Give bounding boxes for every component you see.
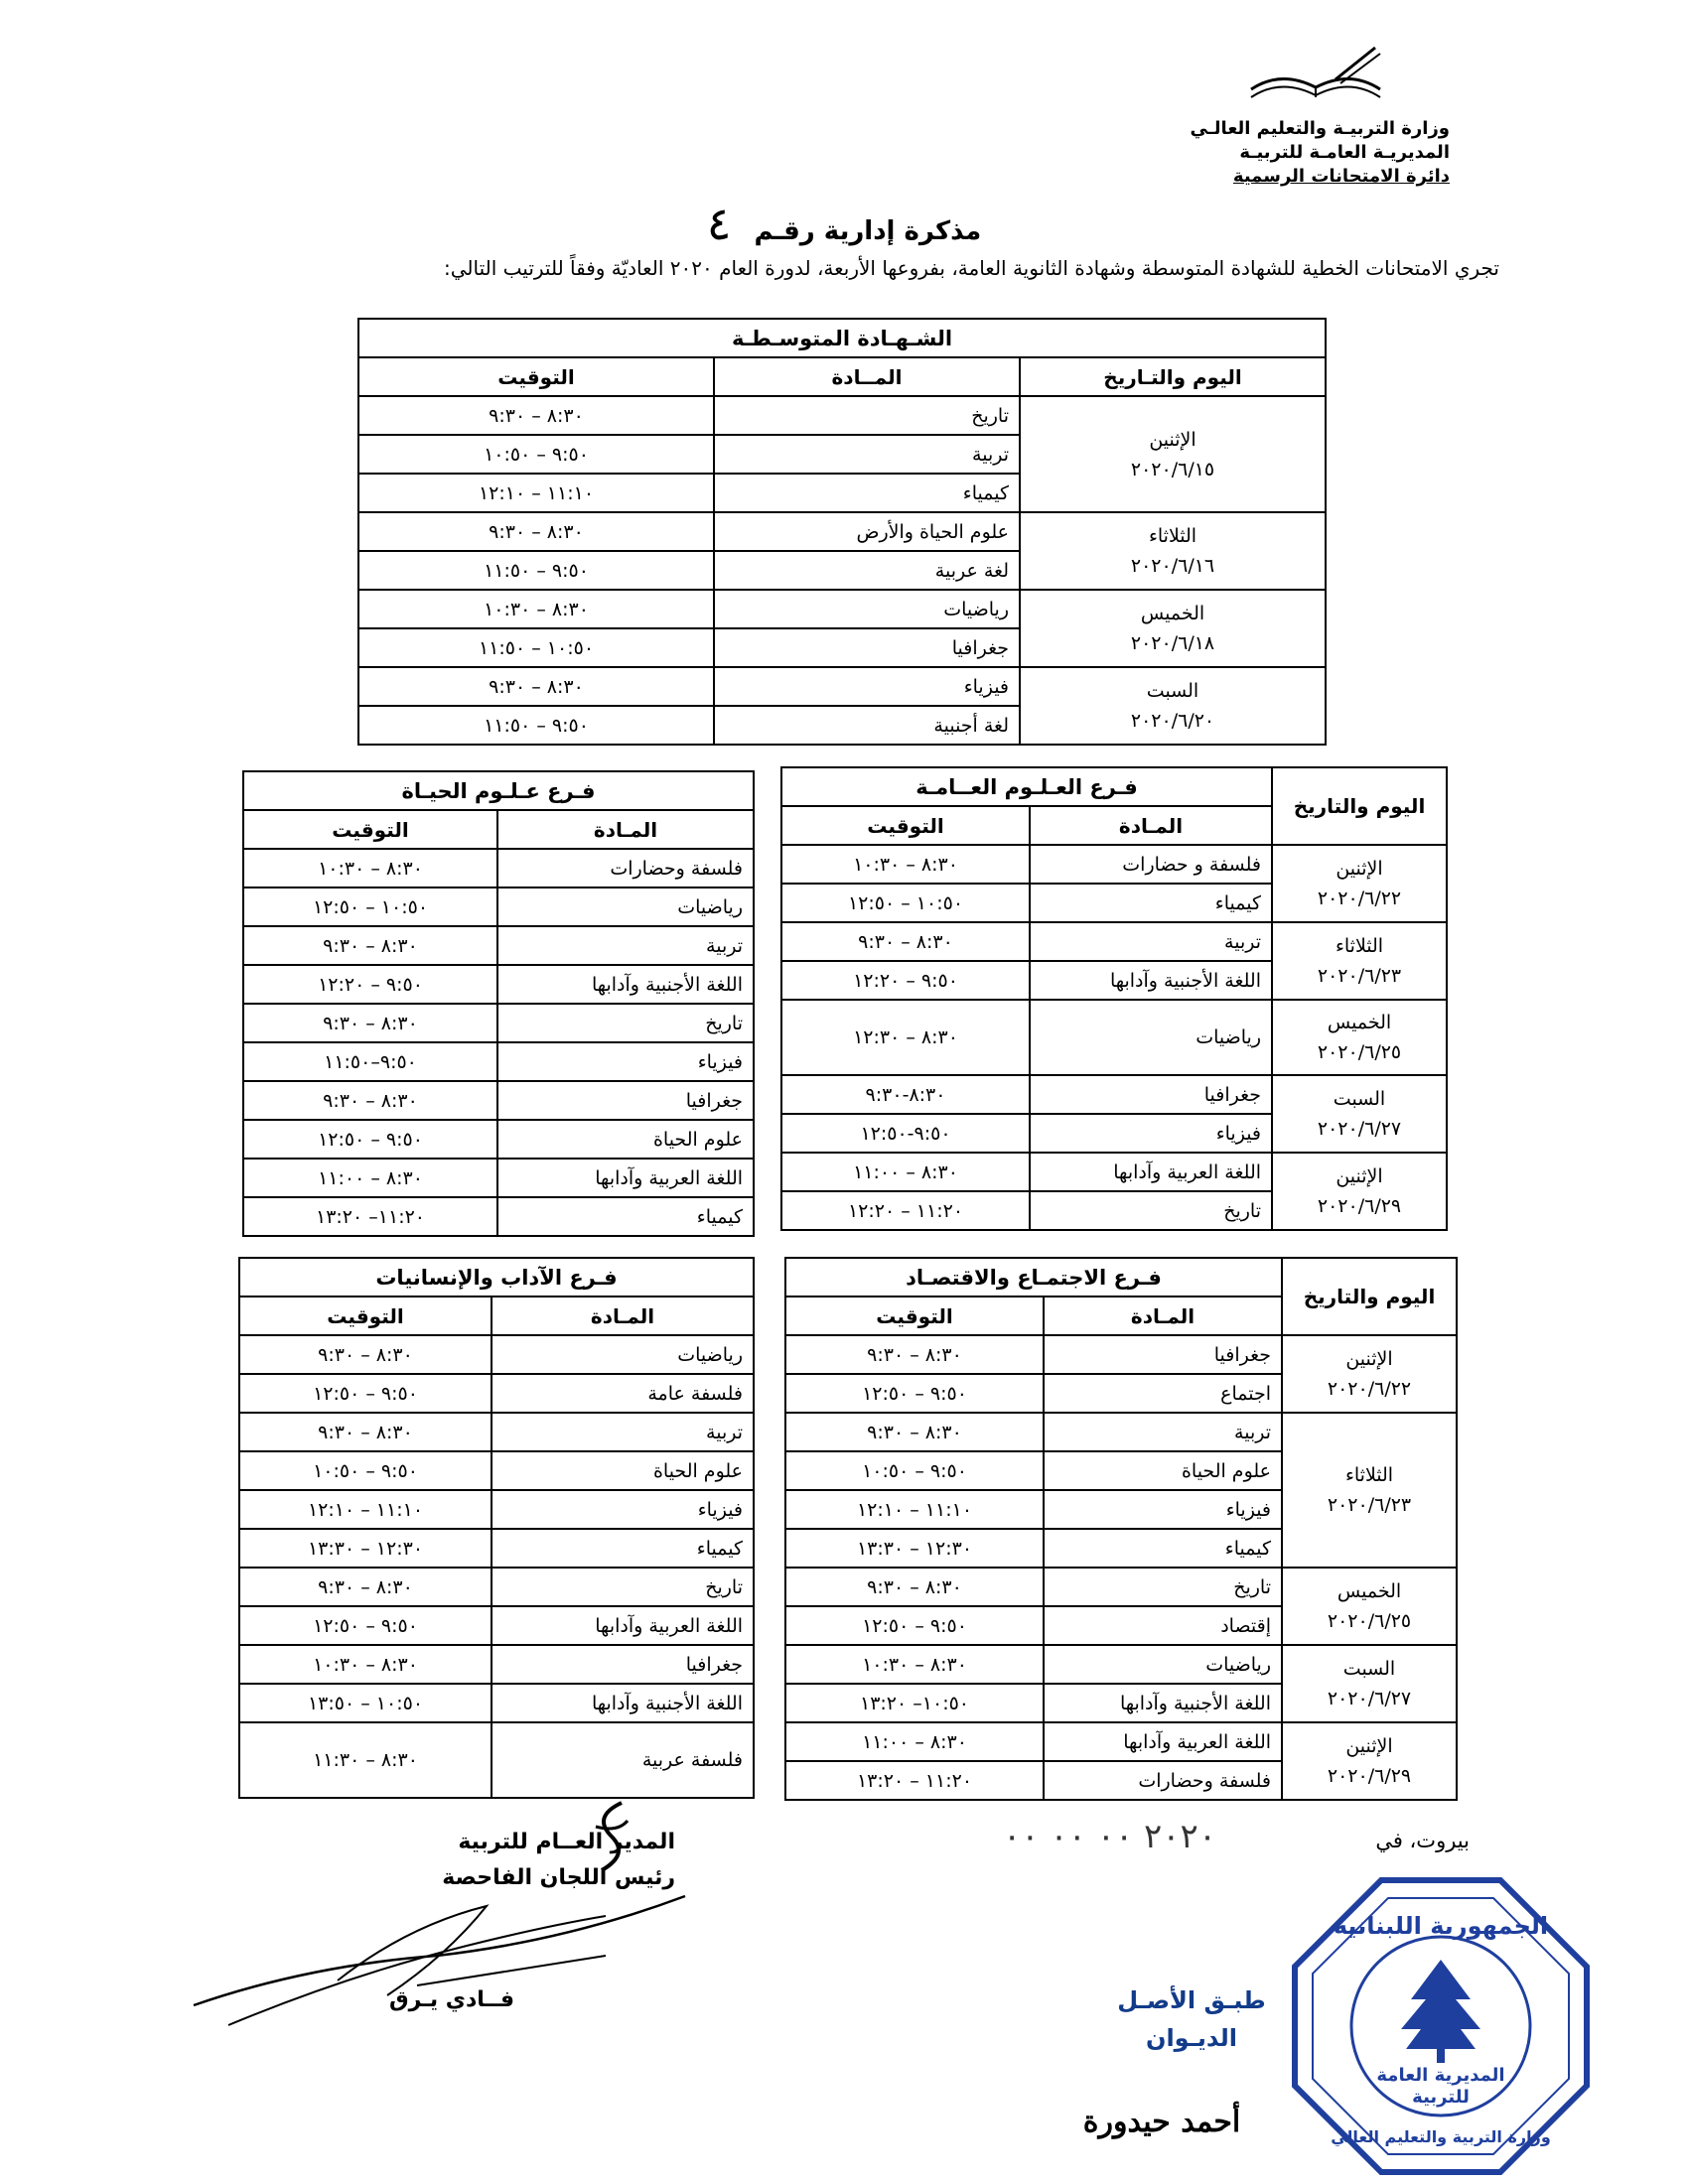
table-row bbox=[239, 1529, 754, 1568]
time-cell: ٨:٣٠ – ٩:٣٠ bbox=[785, 1568, 1044, 1606]
date-cell: الثلاثاء ٢٠٢٠/٦/١٦ bbox=[1020, 512, 1326, 590]
table-row bbox=[358, 512, 1326, 551]
brevet-table bbox=[357, 318, 1327, 746]
subject-cell: رياضيات bbox=[1044, 1645, 1282, 1684]
signer-line: المدير العــام للتربية bbox=[458, 1830, 675, 1854]
subject-cell: تربية bbox=[497, 926, 754, 965]
subject-cell: تاريخ bbox=[1044, 1568, 1282, 1606]
subject-cell: تاريخ bbox=[1030, 1191, 1272, 1230]
time-cell: ٩:٥٠ – ١٢:٥٠ bbox=[785, 1606, 1044, 1645]
handwritten-name bbox=[1062, 2105, 1261, 2174]
time-cell: ٩:٥٠ – ١٢:٥٠ bbox=[785, 1374, 1044, 1413]
intro-paragraph: تجري الامتحانات الخطية للشهادة المتوسطة وشهادة الثانوية العامة، بفروعها الأربعة، لدورة العام ٢٠٢٠ العاديّة وفقاً للترتيب التالي: bbox=[444, 256, 1499, 280]
time-cell: ١١:١٠ – ١٢:١٠ bbox=[358, 474, 714, 512]
brevet-title: الشـهـادة المتوسـطـة bbox=[358, 319, 1326, 357]
table-row bbox=[243, 887, 754, 926]
time-cell: ٨:٣٠ – ٩:٣٠ bbox=[239, 1413, 492, 1451]
subject-cell: فيزياء bbox=[497, 1042, 754, 1081]
time-cell: ١١:١٠ – ١٢:١٠ bbox=[785, 1490, 1044, 1529]
time-cell: ٨:٣٠ – ٩:٣٠ bbox=[781, 922, 1030, 961]
subject-cell: جغرافيا bbox=[1044, 1335, 1282, 1374]
official-seal-icon bbox=[1287, 1872, 1595, 2180]
date-cell: السبت ٢٠٢٠/٦/٢٠ bbox=[1020, 667, 1326, 745]
branch-title: فـرع الآداب والإنسانيات bbox=[239, 1258, 754, 1297]
column-header-date: اليوم والتاريخ bbox=[1282, 1258, 1457, 1335]
time-cell: ٨:٣٠ – ١١:٣٠ bbox=[239, 1722, 492, 1798]
subject-cell: رياضيات bbox=[714, 590, 1020, 628]
time-cell: ٨:٣٠ – ٩:٣٠ bbox=[239, 1335, 492, 1374]
time-cell: ٩:٥٠ – ١٠:٥٠ bbox=[239, 1451, 492, 1490]
date-cell: الإثنين ٢٠٢٠/٦/١٥ bbox=[1020, 396, 1326, 512]
date-stamp: ٢٠٢٠ ٠٠ ٠٠ ٠٠ bbox=[1003, 1817, 1217, 1856]
date-cell: الإثنين ٢٠٢٠/٦/٢٢ bbox=[1272, 845, 1447, 922]
table-row bbox=[781, 1153, 1447, 1191]
subject-cell: اجتماع bbox=[1044, 1374, 1282, 1413]
table-row bbox=[781, 922, 1447, 961]
time-cell: ٩:٥٠ – ١٢:٥٠ bbox=[239, 1606, 492, 1645]
column-header-time: التوقيت bbox=[243, 810, 497, 849]
subject-cell: تربية bbox=[1030, 922, 1272, 961]
book-logo-icon bbox=[1241, 40, 1390, 109]
table-row bbox=[358, 590, 1326, 628]
date-cell: الخميس ٢٠٢٠/٦/٢٥ bbox=[1272, 1000, 1447, 1075]
date-cell: السبت ٢٠٢٠/٦/٢٧ bbox=[1282, 1645, 1457, 1722]
table-row bbox=[239, 1490, 754, 1529]
column-header-date: اليوم والتـاريخ bbox=[1020, 357, 1326, 396]
table-row bbox=[243, 1159, 754, 1197]
subject-cell: كيمياء bbox=[1030, 884, 1272, 922]
subject-cell: رياضيات bbox=[1030, 1000, 1272, 1075]
time-cell: ٨:٣٠ – ٩:٣٠ bbox=[243, 926, 497, 965]
time-cell: ١١:٢٠ – ١٢:٢٠ bbox=[781, 1191, 1030, 1230]
subject-cell: اللغة العربية وآدابها bbox=[497, 1159, 754, 1197]
date-cell: الثلاثاء ٢٠٢٠/٦/٢٣ bbox=[1282, 1413, 1457, 1568]
life-sciences-table bbox=[242, 770, 755, 1237]
subject-cell: جغرافيا bbox=[714, 628, 1020, 667]
seal-text: المديرية العامة bbox=[1376, 2065, 1505, 2086]
subject-cell: فلسفة وحضارات bbox=[497, 849, 754, 887]
table-row bbox=[785, 1335, 1457, 1374]
column-header-time: التوقيت bbox=[785, 1297, 1044, 1335]
time-cell: ١٢:٣٠ – ١٣:٣٠ bbox=[239, 1529, 492, 1568]
time-cell: ٨:٣٠ – ١٠:٣٠ bbox=[243, 849, 497, 887]
date-cell: الإثنين ٢٠٢٠/٦/٢٩ bbox=[1272, 1153, 1447, 1230]
subject-cell: جغرافيا bbox=[497, 1081, 754, 1120]
time-cell: ٩:٥٠ – ١٢:٢٠ bbox=[243, 965, 497, 1004]
time-cell: ٩:٥٠ – ١٢:٢٠ bbox=[781, 961, 1030, 1000]
subject-cell: فلسفة عامة bbox=[492, 1374, 754, 1413]
subject-cell: فيزياء bbox=[492, 1490, 754, 1529]
time-cell: ٩:٥٠ – ١١:٥٠ bbox=[358, 706, 714, 745]
time-cell: ٨:٣٠ – ٩:٣٠ bbox=[785, 1413, 1044, 1451]
ministry-line: دائرة الامتحانات الرسمية bbox=[1232, 166, 1450, 187]
table-row bbox=[243, 1042, 754, 1081]
time-cell: ٨:٣٠ – ٩:٣٠ bbox=[358, 512, 714, 551]
time-cell: ١١:٢٠ – ١٣:٢٠ bbox=[785, 1761, 1044, 1800]
branch-title: فـرع العـلـوم العــامـة bbox=[781, 767, 1272, 806]
column-header-time: التوقيت bbox=[358, 357, 714, 396]
subject-cell: تاريخ bbox=[714, 396, 1020, 435]
subject-cell: اللغة الأجنبية وآدابها bbox=[1044, 1684, 1282, 1722]
branch-title: فـرع الاجتمـاع والاقتصـاد bbox=[785, 1258, 1282, 1297]
table-row bbox=[781, 845, 1447, 884]
signature-icon bbox=[189, 1886, 695, 2035]
ministry-line: المديريـة العامـة للتربيـة bbox=[1239, 142, 1450, 163]
table-row bbox=[243, 926, 754, 965]
subject-cell: كيمياء bbox=[714, 474, 1020, 512]
subject-cell: اللغة العربية وآدابها bbox=[492, 1606, 754, 1645]
time-cell: ٩:٥٠ – ١١:٥٠ bbox=[358, 551, 714, 590]
seal-text: الجمهورية اللبنانية bbox=[1333, 1912, 1549, 1940]
certified-copy-stamp bbox=[1112, 1981, 1271, 2057]
table-row bbox=[239, 1722, 754, 1798]
column-header-time: التوقيت bbox=[239, 1297, 492, 1335]
subject-cell: فيزياء bbox=[1044, 1490, 1282, 1529]
table-row bbox=[785, 1413, 1457, 1451]
time-cell: ٨:٣٠ – ١٠:٣٠ bbox=[785, 1645, 1044, 1684]
time-cell: ٩:٥٠-١٢:٥٠ bbox=[781, 1114, 1030, 1153]
time-cell: ١٠:٥٠ – ١٢:٥٠ bbox=[781, 884, 1030, 922]
memo-number: ٤ bbox=[706, 197, 732, 250]
table-row bbox=[243, 849, 754, 887]
memo-title-text: مذكرة إدارية رقـم bbox=[754, 216, 982, 246]
branch-title: فـرع عـلـوم الحيـاة bbox=[243, 771, 754, 810]
subject-cell: فلسفة وحضارات bbox=[1044, 1761, 1282, 1800]
subject-cell: اللغة الأجنبية وآدابها bbox=[497, 965, 754, 1004]
subject-cell: كيمياء bbox=[1044, 1529, 1282, 1568]
table-row bbox=[243, 1197, 754, 1236]
time-cell: ٨:٣٠ – ٩:٣٠ bbox=[239, 1568, 492, 1606]
subject-cell: اللغة الأجنبية وآدابها bbox=[1030, 961, 1272, 1000]
table-row bbox=[239, 1413, 754, 1451]
time-cell: ٨:٣٠ – ١٠:٣٠ bbox=[239, 1645, 492, 1684]
table-row bbox=[239, 1374, 754, 1413]
memo-title bbox=[0, 197, 1688, 250]
ministry-line: وزارة التربيـة والتعليم العالـي bbox=[1190, 118, 1450, 139]
subject-cell: فلسفة و حضارات bbox=[1030, 845, 1272, 884]
time-cell: ٨:٣٠ – ٩:٣٠ bbox=[358, 396, 714, 435]
time-cell: ١٢:٣٠ – ١٣:٣٠ bbox=[785, 1529, 1044, 1568]
signer-line: رئيس اللجان الفاحصة bbox=[442, 1865, 675, 1890]
subject-cell: علوم الحياة bbox=[492, 1451, 754, 1490]
date-cell: السبت ٢٠٢٠/٦/٢٧ bbox=[1272, 1075, 1447, 1153]
table-row bbox=[781, 1000, 1447, 1075]
subject-cell: جغرافيا bbox=[1030, 1075, 1272, 1114]
time-cell: ١١:٢٠– ١٣:٢٠ bbox=[243, 1197, 497, 1236]
subject-cell: لغة عربية bbox=[714, 551, 1020, 590]
time-cell: ٨:٣٠ – ١١:٠٠ bbox=[785, 1722, 1044, 1761]
time-cell: ١٠:٥٠ – ١٣:٥٠ bbox=[239, 1684, 492, 1722]
subject-cell: اللغة العربية وآدابها bbox=[1030, 1153, 1272, 1191]
time-cell: ٨:٣٠ – ٩:٣٠ bbox=[243, 1004, 497, 1042]
time-cell: ١٠:٥٠ – ١١:٥٠ bbox=[358, 628, 714, 667]
sociology-economics-table bbox=[784, 1257, 1458, 1801]
time-cell: ١١:١٠ – ١٢:١٠ bbox=[239, 1490, 492, 1529]
subject-cell: تربية bbox=[1044, 1413, 1282, 1451]
column-header-subject: المـادة bbox=[492, 1297, 754, 1335]
date-cell: الإثنين ٢٠٢٠/٦/٢٢ bbox=[1282, 1335, 1457, 1413]
subject-cell: رياضيات bbox=[497, 887, 754, 926]
subject-cell: علوم الحياة bbox=[1044, 1451, 1282, 1490]
time-cell: ٨:٣٠ – ١٢:٣٠ bbox=[781, 1000, 1030, 1075]
column-header-date: اليوم والتاريخ bbox=[1272, 767, 1447, 845]
date-cell: الخميس ٢٠٢٠/٦/٢٥ bbox=[1282, 1568, 1457, 1645]
time-cell: ٨:٣٠ – ٩:٣٠ bbox=[785, 1335, 1044, 1374]
time-cell: ٨:٣٠ – ٩:٣٠ bbox=[243, 1081, 497, 1120]
copy-note-line: الديـوان bbox=[1145, 2024, 1238, 2052]
table-row bbox=[239, 1606, 754, 1645]
subject-cell: كيمياء bbox=[492, 1529, 754, 1568]
subject-cell: كيمياء bbox=[497, 1197, 754, 1236]
time-cell: ١٠:٥٠– ١٣:٢٠ bbox=[785, 1684, 1044, 1722]
time-cell: ٨:٣٠ – ١١:٠٠ bbox=[243, 1159, 497, 1197]
table-row bbox=[243, 1004, 754, 1042]
column-header-subject: المــادة bbox=[714, 357, 1020, 396]
table-row bbox=[239, 1568, 754, 1606]
place-label: بيروت، في bbox=[1375, 1829, 1470, 1852]
time-cell: ٩:٥٠ – ١٠:٥٠ bbox=[785, 1451, 1044, 1490]
subject-cell: اللغة الأجنبية وآدابها bbox=[492, 1684, 754, 1722]
column-header-time: التوقيت bbox=[781, 806, 1030, 845]
table-row bbox=[239, 1684, 754, 1722]
column-header-subject: المـادة bbox=[1030, 806, 1272, 845]
table-row bbox=[239, 1645, 754, 1684]
table-row bbox=[239, 1451, 754, 1490]
table-row bbox=[243, 1081, 754, 1120]
table-row bbox=[785, 1568, 1457, 1606]
seal-text: وزارة التربية والتعليم العالي bbox=[1331, 2127, 1551, 2146]
ministry-header bbox=[1053, 117, 1450, 189]
date-cell: الخميس ٢٠٢٠/٦/١٨ bbox=[1020, 590, 1326, 667]
time-cell: ١٠:٥٠ – ١٢:٥٠ bbox=[243, 887, 497, 926]
table-row bbox=[785, 1645, 1457, 1684]
subject-cell: تاريخ bbox=[492, 1568, 754, 1606]
table-row bbox=[358, 667, 1326, 706]
table-row bbox=[358, 396, 1326, 435]
subject-cell: علوم الحياة bbox=[497, 1120, 754, 1159]
time-cell: ٩:٥٠ – ١٢:٥٠ bbox=[239, 1374, 492, 1413]
table-row bbox=[243, 965, 754, 1004]
table-row bbox=[239, 1335, 754, 1374]
subject-cell: اللغة العربية وآدابها bbox=[1044, 1722, 1282, 1761]
subject-cell: لغة أجنبية bbox=[714, 706, 1020, 745]
column-header-subject: المـادة bbox=[497, 810, 754, 849]
seal-text: للتربية bbox=[1412, 2087, 1470, 2108]
subject-cell: تربية bbox=[714, 435, 1020, 474]
subject-cell: جغرافيا bbox=[492, 1645, 754, 1684]
copy-note-line: طبـق الأصـل bbox=[1117, 1986, 1266, 2014]
time-cell: ٨:٣٠ – ١٠:٣٠ bbox=[781, 845, 1030, 884]
subject-cell: إقتصاد bbox=[1044, 1606, 1282, 1645]
subject-cell: تربية bbox=[492, 1413, 754, 1451]
table-row bbox=[243, 1120, 754, 1159]
table-row bbox=[781, 1075, 1447, 1114]
literature-humanities-table bbox=[238, 1257, 755, 1799]
date-cell: الثلاثاء ٢٠٢٠/٦/٢٣ bbox=[1272, 922, 1447, 1000]
time-cell: ٨:٣٠ – ٩:٣٠ bbox=[358, 667, 714, 706]
subject-cell: فيزياء bbox=[1030, 1114, 1272, 1153]
subject-cell: فلسفة عربية bbox=[492, 1722, 754, 1798]
subject-cell: رياضيات bbox=[492, 1335, 754, 1374]
time-cell: ٨:٣٠ – ١١:٠٠ bbox=[781, 1153, 1030, 1191]
time-cell: ٩:٥٠ – ١٢:٥٠ bbox=[243, 1120, 497, 1159]
subject-cell: تاريخ bbox=[497, 1004, 754, 1042]
general-sciences-table bbox=[780, 766, 1448, 1231]
table-row bbox=[785, 1722, 1457, 1761]
date-cell: الإثنين ٢٠٢٠/٦/٢٩ bbox=[1282, 1722, 1457, 1800]
time-cell: ٩:٥٠–١١:٥٠ bbox=[243, 1042, 497, 1081]
signer-name: فــادي يـرق bbox=[389, 1987, 514, 2012]
handwritten-name-text: أحمد حيدورة bbox=[1082, 2105, 1241, 2139]
subject-cell: فيزياء bbox=[714, 667, 1020, 706]
time-cell: ٨:٣٠-٩:٣٠ bbox=[781, 1075, 1030, 1114]
time-cell: ٩:٥٠ – ١٠:٥٠ bbox=[358, 435, 714, 474]
column-header-subject: المـادة bbox=[1044, 1297, 1282, 1335]
subject-cell: علوم الحياة والأرض bbox=[714, 512, 1020, 551]
time-cell: ٨:٣٠ – ١٠:٣٠ bbox=[358, 590, 714, 628]
